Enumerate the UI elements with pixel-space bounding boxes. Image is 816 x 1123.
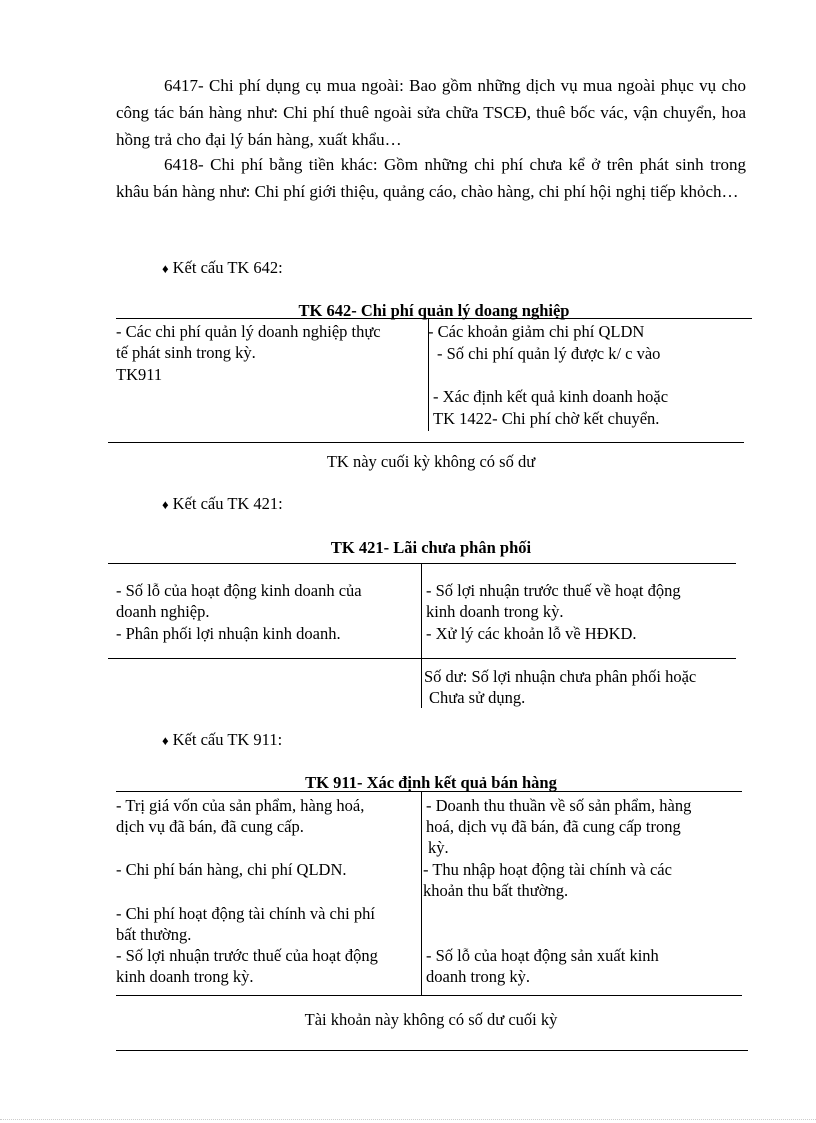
tk421-credit-line-1: - Số lợi nhuận trước thuế về hoạt động — [426, 581, 681, 600]
heading-tk421: ♦ Kết cấu TK 421: — [162, 494, 283, 513]
tk911-credit-line-2: hoá, dịch vụ đã bán, đã cung cấp trong — [426, 817, 681, 836]
page-bottom-edge — [0, 1119, 816, 1120]
tk911-debit-line-7: kinh doanh trong kỳ. — [116, 967, 254, 986]
tk642-bottom-rule — [108, 442, 744, 443]
tk642-debit-line-2: tế phát sinh trong kỳ. — [116, 343, 256, 362]
tk421-credit-line-3: - Xử lý các khoản lỗ về HĐKD. — [426, 624, 637, 643]
tk642-credit-line-2: - Số chi phí quản lý được k/ c vào — [437, 344, 661, 363]
paragraph-6418: 6418- Chi phí bằng tiền khác: Gồm những chi phí chưa kể ở trên phát sinh trong khâu bán hàng như: Chi phí giới thiệu, quảng cáo, chào hàng, chi phí hội nghị tiếp khỏch… — [116, 155, 746, 201]
tk642-note: TK này cuối kỳ không có số dư — [326, 452, 536, 471]
tk911-credit-line-3: kỳ. — [428, 838, 449, 857]
closing-rule — [116, 1050, 748, 1051]
tk911-debit-line-6: - Số lợi nhuận trước thuế của hoạt động — [116, 946, 378, 965]
tk421-title: TK 421- Lãi chưa phân phối — [330, 538, 532, 557]
tk911-debit-line-4: - Chi phí hoạt động tài chính và chi phí — [116, 904, 375, 923]
tk911-debit-line-3: - Chi phí bán hàng, chi phí QLDN. — [116, 860, 347, 879]
tk642-credit-line-4: TK 1422- Chi phí chờ kết chuyển. — [433, 409, 660, 428]
tk421-debit-line-2: doanh nghiệp. — [116, 602, 210, 621]
tk911-note: Tài khoản này không có số dư cuối kỳ — [304, 1010, 558, 1029]
tk911-top-rule — [116, 791, 742, 792]
tk421-debit-line-1: - Số lỗ của hoạt động kinh doanh của — [116, 581, 362, 600]
tk421-top-rule — [108, 563, 736, 564]
tk911-debit-line-5: bất thường. — [116, 925, 192, 944]
tk911-title: TK 911- Xác định kết quả bán hàng — [305, 773, 557, 792]
tk911-divider — [421, 792, 422, 995]
tk911-bottom-rule — [116, 995, 742, 996]
tk911-credit-line-1: - Doanh thu thuần về số sản phẩm, hàng — [426, 796, 692, 815]
tk642-debit-line-3: TK911 — [116, 365, 163, 384]
heading-tk642: ♦ Kết cấu TK 642: — [162, 258, 283, 277]
tk421-balance-line-2: Chưa sử dụng. — [429, 688, 526, 707]
tk911-credit-line-5: khoản thu bất thường. — [423, 881, 569, 900]
tk642-title: TK 642- Chi phí quản lý doang nghiệp — [298, 301, 570, 320]
diamond-bullet-icon: ♦ — [162, 733, 169, 748]
heading-tk911: ♦ Kết cấu TK 911: — [162, 730, 283, 749]
paragraph-6417: 6417- Chi phí dụng cụ mua ngoài: Bao gồm những dịch vụ mua ngoài phục vụ cho công tác bán hàng như: Chi phí thuê ngoài sửa chữa TSCĐ, thuê bốc vác, vận chuyển, hoa hồng trả cho đại lý bán hàng, xuất khẩu… — [116, 76, 746, 149]
tk642-top-rule — [116, 318, 752, 319]
tk642-credit-line-1: - Các khoản giảm chi phí QLDN — [428, 322, 645, 341]
tk911-credit-line-4: - Thu nhập hoạt động tài chính và các — [423, 860, 672, 879]
tk421-divider — [421, 564, 422, 708]
tk911-debit-line-2: dịch vụ đã bán, đã cung cấp. — [116, 817, 304, 836]
tk421-mid-rule — [108, 658, 736, 659]
tk911-credit-line-6: - Số lỗ của hoạt động sản xuất kinh — [426, 946, 659, 965]
diamond-bullet-icon: ♦ — [162, 497, 169, 512]
tk911-debit-line-1: - Trị giá vốn của sản phẩm, hàng hoá, — [116, 796, 365, 815]
tk421-balance-line-1: Số dư: Số lợi nhuận chưa phân phối hoặc — [424, 667, 697, 686]
diamond-bullet-icon: ♦ — [162, 261, 169, 276]
tk421-debit-line-3: - Phân phối lợi nhuận kinh doanh. — [116, 624, 341, 643]
tk911-credit-line-7: doanh trong kỳ. — [426, 967, 531, 986]
tk421-credit-line-2: kinh doanh trong kỳ. — [426, 602, 564, 621]
tk642-credit-line-3: - Xác định kết quả kinh doanh hoặc — [433, 387, 669, 406]
tk642-debit-line-1: - Các chi phí quản lý doanh nghiệp thực — [116, 322, 381, 341]
